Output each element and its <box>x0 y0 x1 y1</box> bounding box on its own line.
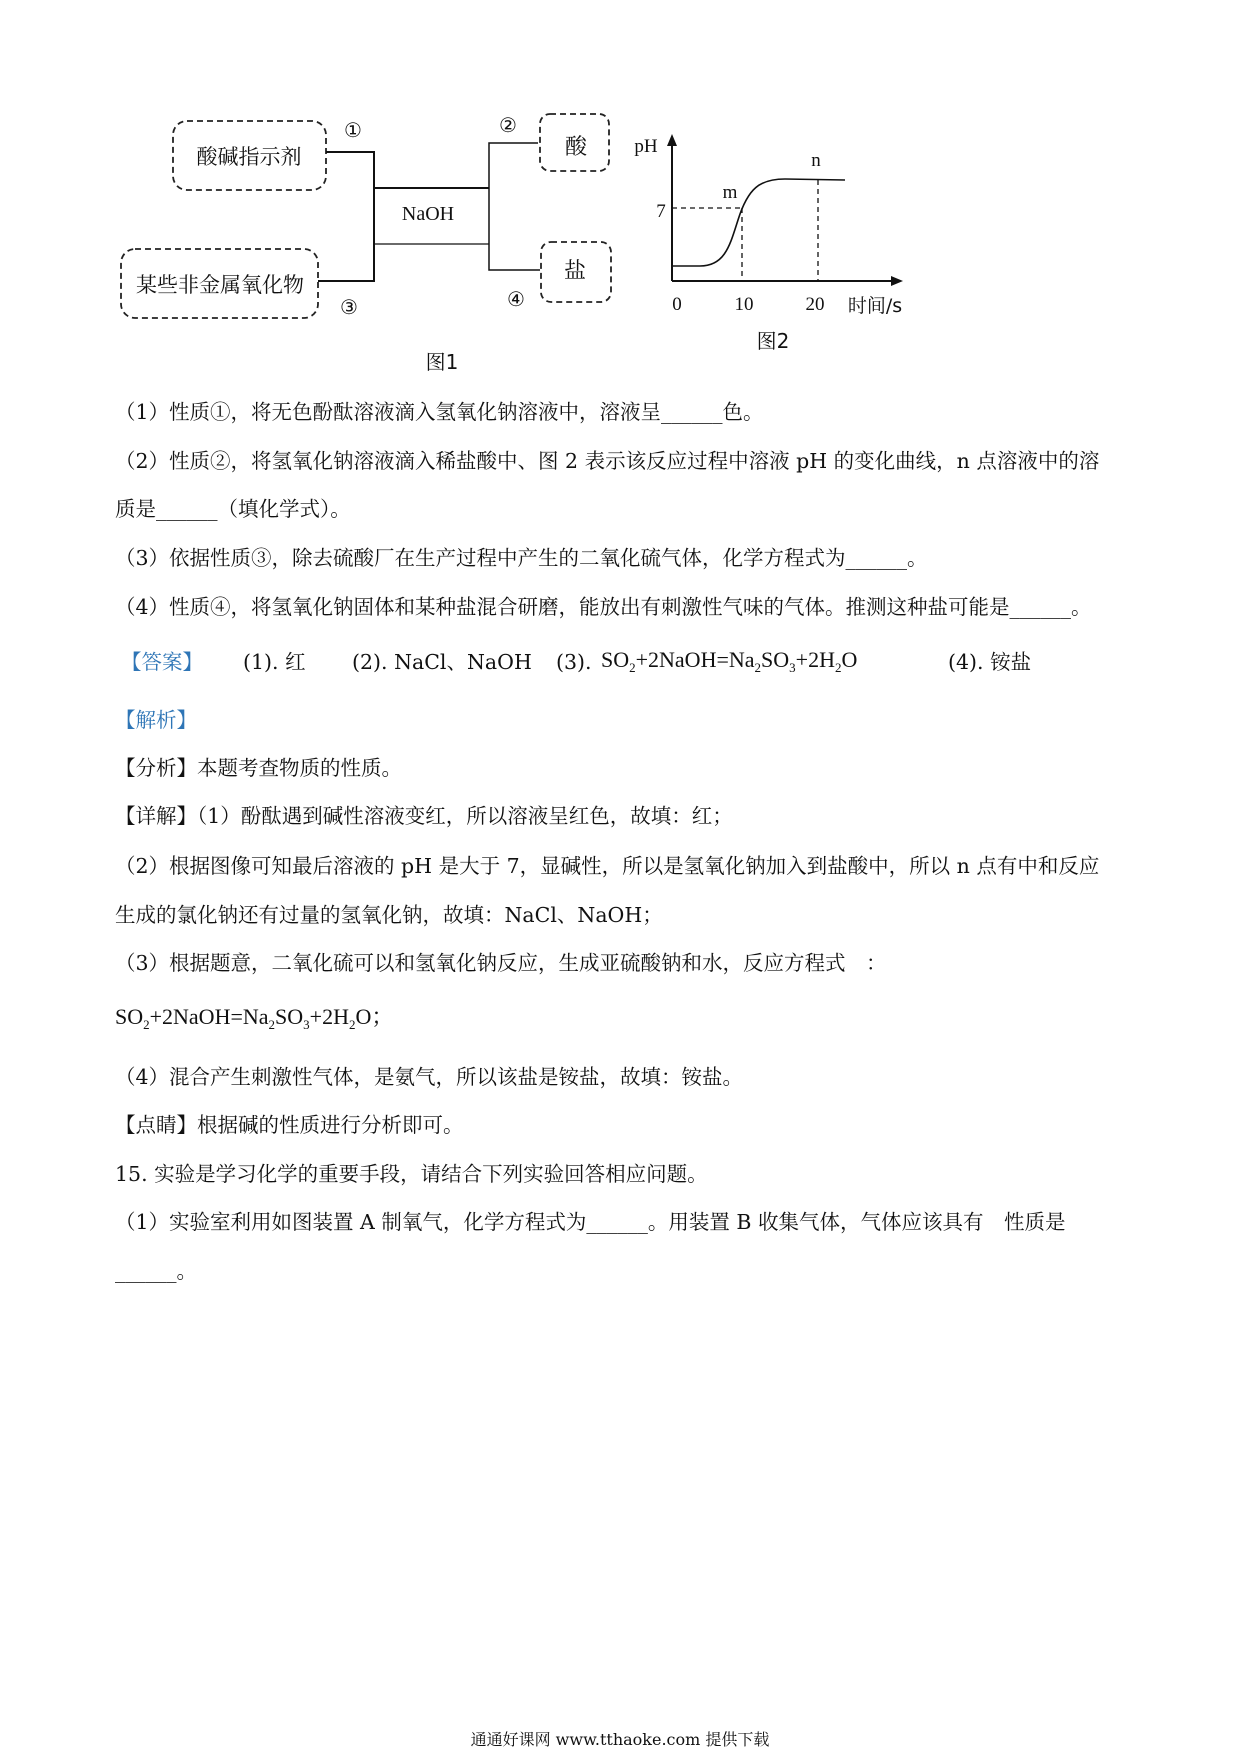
answer-label: 【答案】 <box>121 650 203 674</box>
question-2: （2）性质②，将氢氧化钠溶液滴入稀盐酸中、图 2 表示该反应过程中溶液 pH 的变化曲线，n 点溶液中的溶 <box>115 449 1100 473</box>
detail-2: （2）根据图像可知最后溶液的 pH 是大于 7，显碱性，所以是氢氧化钠加入到盐酸中，所以 n 点有中和反应 <box>115 854 1100 878</box>
question-15-1-cont: ______。 <box>115 1259 197 1283</box>
x-label: 时间/s <box>847 295 903 317</box>
question-15-1: （1）实验室利用如图装置 A 制氧气，化学方程式为______。用装置 B 收集气体，气体应该具有 性质是 <box>115 1210 1066 1234</box>
x-tick-10: 10 <box>734 294 754 315</box>
point-n: n <box>811 150 821 171</box>
answer-4: (4). 铵盐 <box>948 650 1032 674</box>
detail-3-equation: $SO_2+2NaOH=Na_2SO_3+2H_2O$； <box>115 1004 394 1032</box>
num-3: ③ <box>340 295 358 319</box>
y-tick-7: 7 <box>656 201 666 222</box>
ph-curve <box>672 179 845 266</box>
question-2-cont: 质是______（填化学式）。 <box>115 497 351 521</box>
figures <box>0 0 1240 380</box>
x-tick-20: 20 <box>805 294 825 315</box>
box-salt-label: 盐 <box>563 259 587 284</box>
detail-4: （4）混合产生刺激性气体，是氨气，所以该盐是铵盐，故填：铵盐。 <box>115 1065 744 1089</box>
comment: 【点睛】根据碱的性质进行分析即可。 <box>115 1113 464 1137</box>
answer-3-equation: $SO_2+2NaOH=Na_2SO_3+2H_2O$ <box>601 647 858 675</box>
y-axis-arrow <box>667 134 677 146</box>
point-m: m <box>722 182 738 203</box>
question-4: （4）性质④，将氢氧化钠固体和某种盐混合研磨，能放出有刺激性气味的气体。推测这种盐可能是______。 <box>115 595 1092 619</box>
footer-source: 通通好课网 www.tthaoke.com 提供下载 <box>470 1730 770 1749</box>
detail-2-cont: 生成的氯化钠还有过量的氢氧化钠，故填：NaCl、NaOH； <box>115 903 663 927</box>
answer-1: (1). 红 <box>243 650 306 674</box>
question-3: （3）依据性质③，除去硫酸厂在生产过程中产生的二氧化硫气体，化学方程式为______。 <box>115 546 928 570</box>
box-indicator-label: 酸碱指示剂 <box>196 145 302 169</box>
figure-1-diagram <box>121 113 611 374</box>
num-4: ④ <box>507 287 525 311</box>
figure-2-caption: 图2 <box>756 329 790 353</box>
detail-3: （3）根据题意，二氧化硫可以和氢氧化钠反应，生成亚硫酸钠和水，反应方程式 ： <box>115 951 887 975</box>
answer-line <box>115 648 1115 678</box>
box-oxide-label: 某些非金属氧化物 <box>136 273 304 297</box>
x-tick-0: 0 <box>672 294 682 315</box>
question-15: 15. 实验是学习化学的重要手段，请结合下列实验回答相应问题。 <box>115 1162 708 1186</box>
answer-2: (2). NaCl、NaOH <box>352 650 532 674</box>
analysis-summary: 【分析】本题考查物质的性质。 <box>115 756 402 780</box>
analysis-label: 【解析】 <box>115 708 197 732</box>
box-acid-label: 酸 <box>564 135 588 160</box>
figure-2-ph-chart <box>634 134 903 353</box>
center-label: NaOH <box>401 203 455 225</box>
question-1: （1）性质①，将无色酚酞溶液滴入氢氧化钠溶液中，溶液呈______色。 <box>115 400 764 424</box>
detail-1: 【详解】（1）酚酞遇到碱性溶液变红，所以溶液呈红色，故填：红； <box>115 804 733 828</box>
x-axis-arrow <box>891 276 903 286</box>
figure-1-caption: 图1 <box>425 350 459 374</box>
num-1: ① <box>344 118 362 142</box>
y-label: pH <box>634 136 658 157</box>
answer-3-prefix: (3). <box>556 650 592 674</box>
num-2: ② <box>499 113 517 137</box>
